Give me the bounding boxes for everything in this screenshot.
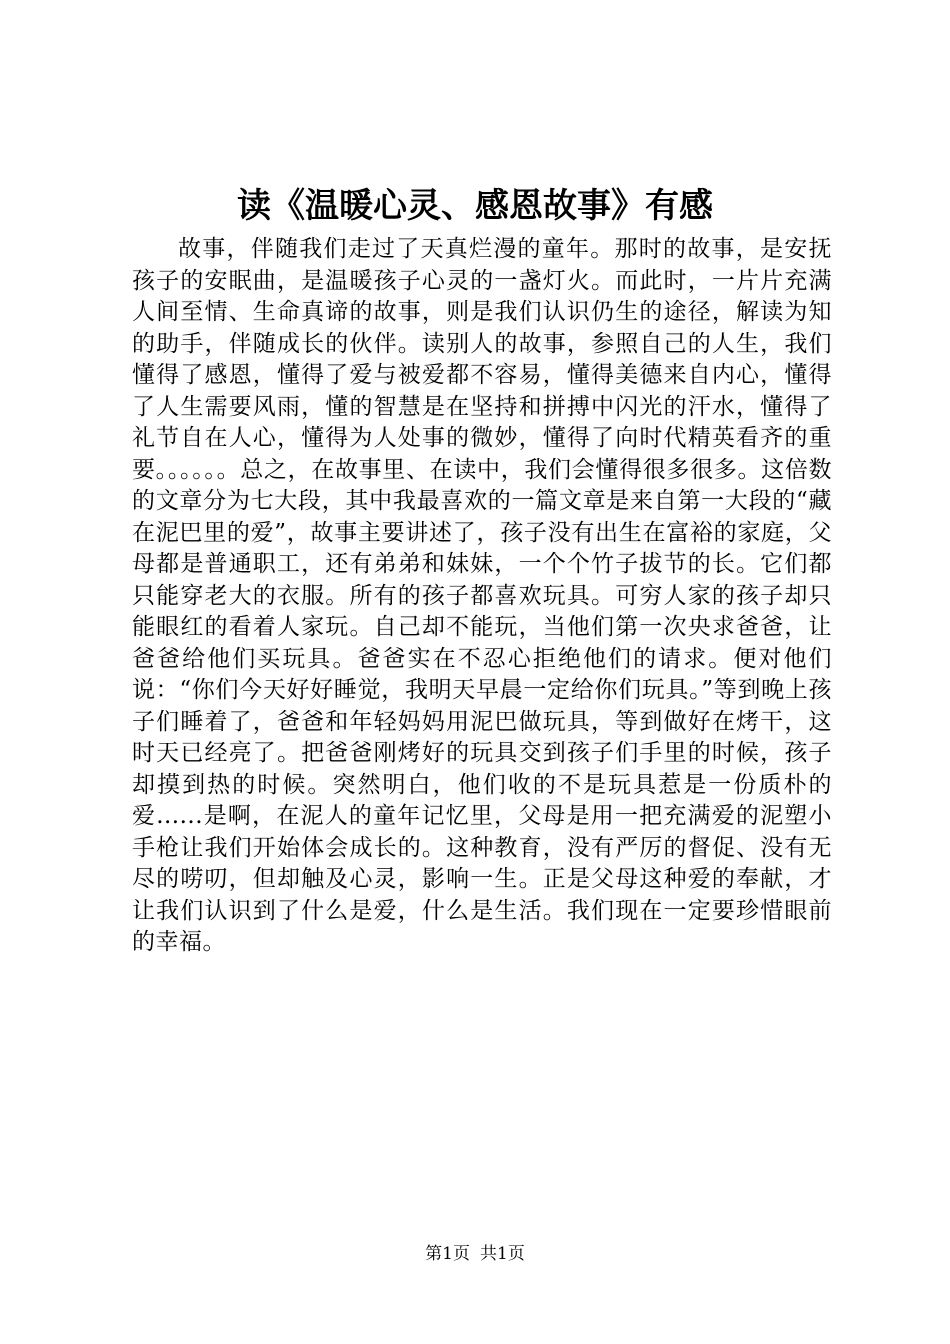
document-body-paragraph: 故事，伴随我们走过了天真烂漫的童年。那时的故事，是安抚孩子的安眠曲，是温暖孩子心灵的一盏灯火。而此时，一片片充满人间至情、生命真谛的故事，则是我们认识仍生的途径，解读为知的助手，伴随成长的伙伴。读别人的故事，参照自己的人生，我们懂得了感恩，懂得了爱与被爱都不容易，懂得美德来自内心，懂得了人生需要风雨，懂的智慧是在坚持和拼搏中闪光的汗水，懂得了礼节自在人心，懂得为人处事的微妙，懂得了向时代精英看齐的重要。。。。。。总之，在故事里、在读中，我们会懂得很多很多。这倍数的文章分为七大段，其中我最喜欢的一篇文章是来自第一大段的“藏在泥巴里的爱”，故事主要讲述了，孩子没有出生在富裕的家庭，父母都是普通职工，还有弟弟和妹妹，一个个竹子拔节的长。它们都只能穿老大的衣服。所有的孩子都喜欢玩具。可穷人家的孩子却只能眼红的看着人家玩。自己却不能玩，当他们第一次央求爸爸，让爸爸给他们买玩具。爸爸实在不忍心拒绝他们的请求。便对他们说：“你们今天好好睡觉，我明天早晨一定给你们玩具。”等到晚上孩子们睡着了，爸爸和年轻妈妈用泥巴做玩具，等到做好在烤干，这时天已经亮了。把爸爸刚烤好的玩具交到孩子们手里的时候，孩子却摸到热的时候。突然明白，他们收的不是玩具惹是一份质朴的爱......是啊，在泥人的童年记忆里，父母是用一把充满爱的泥塑小手枪让我们开始体会成长的。这种教育，没有严厉的督促、没有无尽的唠叨，但却触及心灵，影响一生。正是父母这种爱的奉献，才让我们认识到了什么是爱，什么是生活。我们现在一定要珍惜眼前的幸福。 <box>132 236 832 955</box>
page-number-current: 第1页 <box>425 1244 470 1264</box>
page-number-total: 共1页 <box>480 1244 525 1264</box>
page-footer <box>0 1242 950 1266</box>
document-title: 读《温暖心灵、感恩故事》有感 <box>237 186 713 226</box>
